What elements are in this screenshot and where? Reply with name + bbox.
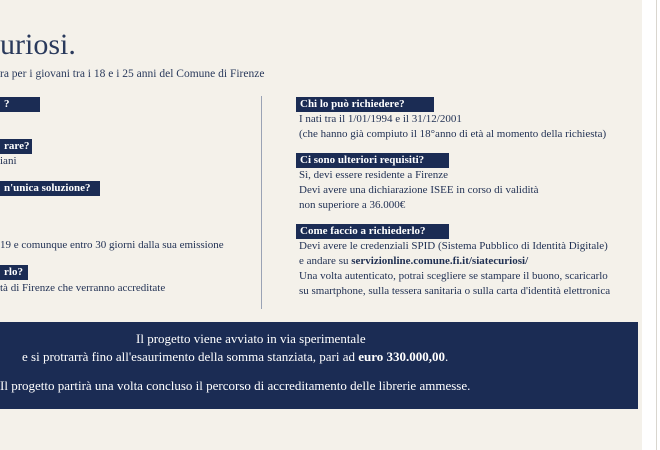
answer-isee-limit: non superiore a 36.000€ (299, 199, 406, 211)
left-question-label-4: rlo? (0, 265, 28, 280)
left-question-label-1: ? (0, 97, 40, 112)
answer-age-note: (che hanno già compiuto il 18°anno di età al momento della richiesta) (299, 128, 607, 140)
info-banner (0, 322, 638, 409)
answer-website-prefix: e andare su (299, 255, 352, 267)
question-other-requirements: Ci sono ulteriori requisiti? (296, 153, 449, 168)
column-divider (261, 96, 262, 309)
page-subtitle: ra per i giovani tra i 18 e i 25 anni del Comune di Firenze (0, 68, 265, 80)
page-edge-line (656, 0, 657, 450)
answer-isee: Devi avere una dichiarazione ISEE in corso di validità (299, 184, 539, 196)
answer-birth-range: I nati tra il 1/01/1994 e il 31/12/2001 (299, 113, 462, 125)
question-who-can-request: Chi lo può richiedere? (296, 97, 434, 112)
left-answer-4: tà di Firenze che verranno accreditate (0, 282, 166, 294)
banner-line-2-text: e si protrarrà fino all'esaurimento della somma stanziata, pari ad (22, 349, 359, 364)
answer-options-line2: su smartphone, sulla tessera sanitaria o sulla carta d'identità elettronica (299, 285, 611, 297)
banner-line-2-end: . (445, 349, 449, 364)
page-edge (642, 0, 660, 450)
banner-line-2 (22, 349, 448, 365)
page-title: uriosi. (0, 28, 76, 61)
answer-website-line (299, 254, 528, 269)
left-question-label-3: n'unica soluzione? (0, 181, 100, 196)
left-question-label-2: rare? (0, 139, 32, 154)
website-link[interactable]: servizionline.comune.fi.it/siatecuriosi/ (351, 255, 529, 267)
answer-spid: Devi avere le credenziali SPID (Sistema Pubblico di Identità Digitale) (299, 240, 608, 252)
banner-line-1: Il progetto viene avviato in via sperimentale (136, 331, 366, 346)
answer-residency: Sì, devi essere residente a Firenze (299, 169, 449, 181)
answer-options-line1: Una volta autenticato, potrai scegliere se stampare il buono, scaricarlo (299, 270, 608, 282)
banner-amount: euro 330.000,00 (358, 349, 446, 364)
left-answer-3: 19 e comunque entro 30 giorni dalla sua emissione (0, 239, 224, 251)
left-answer-2: iani (0, 155, 17, 167)
question-how-to-request: Come faccio a richiederlo? (296, 224, 449, 239)
banner-line-3: Il progetto partirà una volta concluso il percorso di accreditamento delle librerie ammesse. (0, 378, 471, 393)
